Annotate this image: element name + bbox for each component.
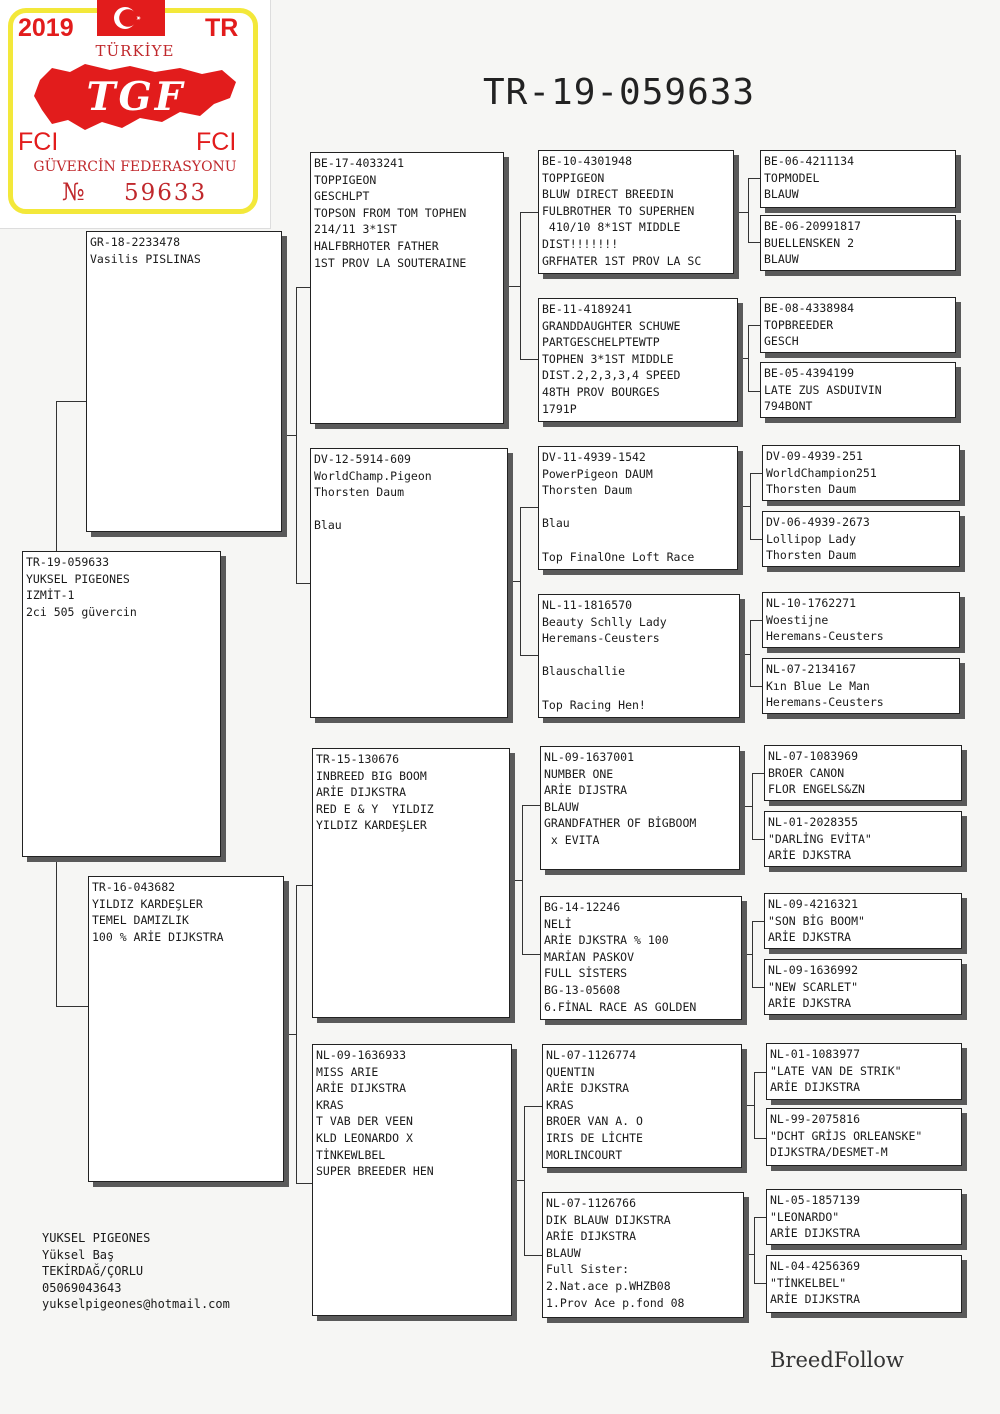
card-line: NL-01-2028355 bbox=[768, 815, 859, 829]
card-line: FLOR ENGELS&ZN bbox=[768, 782, 865, 797]
ancestor-g4-card bbox=[766, 1108, 962, 1166]
card-line: GRANDFATHER OF BİGBOOM bbox=[544, 816, 697, 831]
card-line: NL-07-1126774 bbox=[546, 1048, 637, 1062]
ancestor-g3-card bbox=[538, 298, 738, 422]
card-line: GESCH bbox=[764, 334, 799, 349]
card-line: BG-13-05608 bbox=[544, 982, 621, 997]
connector bbox=[750, 473, 762, 474]
connector bbox=[738, 506, 750, 507]
ancestor-g4-card bbox=[764, 811, 962, 867]
dam-dam-card bbox=[312, 1044, 512, 1316]
card-line: Top Racing Hen! bbox=[542, 697, 646, 712]
card-line: DV-11-4939-1542 bbox=[542, 450, 646, 464]
card-line: NL-01-1083977 bbox=[770, 1047, 861, 1061]
connector bbox=[296, 885, 297, 1183]
card-line: ARİE DIJKSTRA bbox=[770, 1080, 861, 1095]
card-line: MISS ARIE bbox=[316, 1064, 379, 1079]
card-line: x EVITA bbox=[544, 832, 600, 847]
card-line: TEMEL DAMIZLIK bbox=[92, 913, 189, 928]
card-line: GRFHATER 1ST PROV LA SC bbox=[542, 253, 702, 268]
card-line: BG-14-12246 bbox=[544, 900, 621, 914]
sticker-fci-left: FCI bbox=[18, 128, 59, 156]
ancestor-g4-card bbox=[762, 658, 960, 714]
card-line: IRIS DE LİCHTE bbox=[546, 1130, 643, 1145]
connector bbox=[520, 212, 538, 213]
connector bbox=[282, 435, 296, 436]
card-line: DIJKSTRA/DESMET-M bbox=[770, 1145, 888, 1160]
card-line: TOPPIGEON bbox=[314, 172, 377, 187]
card-line: MARİAN PASKOV bbox=[544, 949, 635, 964]
sticker-fci-right: FCI bbox=[196, 128, 237, 156]
card-line: "NEW SCARLET" bbox=[768, 979, 859, 994]
card-line: BLAUW bbox=[544, 799, 579, 814]
card-line: ARİE DIJKSTRA bbox=[546, 1229, 637, 1244]
card-line: NL-09-1637001 bbox=[544, 750, 635, 764]
card-line: ARİE DIJKSTRA bbox=[770, 1226, 861, 1241]
connector bbox=[754, 1072, 755, 1138]
card-line bbox=[542, 647, 736, 664]
card-line: TR-15-130676 bbox=[316, 752, 400, 766]
card-line: Lollipop Lady bbox=[766, 531, 857, 546]
connector bbox=[296, 885, 312, 886]
card-line: NUMBER ONE bbox=[544, 766, 614, 781]
card-line: TOPBREEDER bbox=[764, 317, 834, 332]
card-line: DIST!!!!!!! bbox=[542, 236, 619, 251]
connector bbox=[752, 921, 753, 987]
sire-sire-card bbox=[310, 152, 504, 424]
connector bbox=[754, 1283, 766, 1284]
connector bbox=[504, 286, 520, 287]
card-line: NELİ bbox=[544, 916, 572, 931]
sticker-number: 59633 bbox=[124, 180, 208, 206]
ancestor-g4-card bbox=[764, 959, 962, 1015]
card-line: ARİE DIJKSTRA bbox=[770, 1292, 861, 1307]
ancestor-g3-card bbox=[538, 594, 740, 718]
card-line: BE-06-20991817 bbox=[764, 219, 861, 233]
card-line: BE-10-4301948 bbox=[542, 154, 633, 168]
connector bbox=[748, 178, 749, 242]
card-line: YUKSEL PIGEONES bbox=[26, 571, 130, 586]
card-line: DV-09-4939-251 bbox=[766, 449, 863, 463]
card-line: Thorsten Daum bbox=[314, 485, 405, 500]
card-line: BE-08-4338984 bbox=[764, 301, 855, 315]
ancestor-g4-card bbox=[760, 297, 956, 353]
card-line: BLUW DIRECT BREEDIN bbox=[542, 187, 674, 202]
connector bbox=[56, 1006, 88, 1007]
card-line: Blau bbox=[314, 518, 342, 533]
connector bbox=[520, 507, 521, 655]
ancestor-g3-card bbox=[540, 896, 742, 1020]
ancestor-g3-card bbox=[542, 1192, 744, 1318]
card-line: KRAS bbox=[316, 1097, 344, 1112]
card-line: NL-05-1857139 bbox=[770, 1193, 861, 1207]
connector bbox=[524, 1106, 542, 1107]
ancestor-g4-card bbox=[766, 1255, 962, 1313]
connector bbox=[750, 539, 762, 540]
card-line: Kın Blue Le Man bbox=[766, 678, 870, 693]
connector bbox=[742, 954, 752, 955]
connector bbox=[754, 1217, 755, 1283]
connector bbox=[510, 880, 522, 881]
card-line: KRAS bbox=[546, 1097, 574, 1112]
card-line: Beauty Schlly Lady bbox=[542, 614, 667, 629]
card-line: NL-07-1126766 bbox=[546, 1196, 637, 1210]
card-line: NL-07-2134167 bbox=[766, 662, 857, 676]
card-line: BE-17-4033241 bbox=[314, 156, 405, 170]
card-line: NL-11-1816570 bbox=[542, 598, 633, 612]
card-line: NL-04-4256369 bbox=[770, 1259, 861, 1273]
card-line: BROER CANON bbox=[768, 765, 845, 780]
ancestor-g4-card bbox=[764, 893, 962, 949]
card-line: 6.FİNAL RACE AS GOLDEN bbox=[544, 999, 697, 1014]
card-line: TİNKEWLBEL bbox=[316, 1147, 386, 1162]
connector bbox=[522, 805, 523, 954]
card-line: ARİE DJKSTRA % 100 bbox=[544, 933, 669, 948]
card-line: DIK BLAUW DIJKSTRA bbox=[546, 1212, 671, 1227]
card-line: BE-06-4211134 bbox=[764, 154, 855, 168]
card-line: TOPPIGEON bbox=[542, 170, 605, 185]
card-line: 2.Nat.ace p.WHZB08 bbox=[546, 1278, 671, 1293]
card-line: 2ci 505 güvercin bbox=[26, 604, 137, 619]
card-line: 410/10 8*1ST MIDDLE bbox=[542, 220, 681, 235]
card-line: BLAUW bbox=[546, 1245, 581, 1260]
card-line: ARİE DJKSTRA bbox=[768, 848, 852, 863]
card-line: Blau bbox=[542, 516, 570, 531]
card-line: Thorsten Daum bbox=[766, 482, 857, 497]
card-line: T VAB DER VEEN bbox=[316, 1114, 413, 1129]
connector bbox=[754, 1217, 766, 1218]
card-line: SUPER BREEDER HEN bbox=[316, 1164, 434, 1179]
connector bbox=[742, 1105, 754, 1106]
ancestor-g4-card bbox=[766, 1189, 962, 1245]
card-line: DIST.2,2,3,3,4 SPEED bbox=[542, 368, 681, 383]
owner-phone: 05069043643 bbox=[42, 1280, 122, 1295]
owner-email: yukselpigeones@hotmail.com bbox=[42, 1297, 230, 1311]
card-line: ARİE DIJKSTRA bbox=[316, 785, 407, 800]
ancestor-g4-card bbox=[762, 592, 960, 648]
card-line: 48TH PROV BOURGES bbox=[542, 384, 660, 399]
ancestor-g4-card bbox=[760, 215, 956, 271]
connector bbox=[734, 212, 748, 213]
connector bbox=[752, 987, 764, 988]
connector bbox=[524, 1106, 525, 1255]
connector bbox=[284, 1034, 296, 1035]
connector bbox=[752, 773, 764, 774]
connector bbox=[754, 1138, 766, 1139]
connector bbox=[750, 473, 751, 539]
ancestor-g3-card bbox=[538, 446, 738, 570]
card-line: BUELLENSKEN 2 bbox=[764, 235, 855, 250]
card-line: LATE ZUS ASDUIVIN bbox=[764, 382, 882, 397]
card-line: PARTGESCHELPTEWTP bbox=[542, 335, 660, 350]
connector bbox=[738, 358, 748, 359]
ancestor-g3-card bbox=[540, 746, 740, 870]
card-line: "DCHT GRİJS ORLEANSKE" bbox=[770, 1128, 923, 1143]
card-line: Woestijne bbox=[766, 612, 829, 627]
card-line: TOPSON FROM TOM TOPHEN bbox=[314, 205, 467, 220]
connector bbox=[740, 654, 750, 655]
card-line: 1ST PROV LA SOUTERAINE bbox=[314, 255, 467, 270]
card-line: Heremans-Ceusters bbox=[766, 629, 884, 644]
card-line: RED E & Y YILDIZ bbox=[316, 801, 434, 816]
connector bbox=[296, 287, 297, 583]
card-line: TOPHEN 3*1ST MIDDLE bbox=[542, 351, 674, 366]
card-line: TR-19-059633 bbox=[26, 555, 110, 569]
connector bbox=[512, 1180, 524, 1181]
ancestor-g4-card bbox=[762, 511, 960, 567]
connector bbox=[748, 242, 760, 243]
sire-card bbox=[86, 231, 282, 532]
card-line: ARİE DJKSTRA bbox=[768, 930, 852, 945]
brand-logo: BreedFollow bbox=[770, 1348, 904, 1372]
card-line: Blauschallie bbox=[542, 664, 626, 679]
card-line: "LEONARDO" bbox=[770, 1209, 840, 1224]
card-line: ARİE DIJSTRA bbox=[544, 783, 628, 798]
card-line: FULBROTHER TO SUPERHEN bbox=[542, 203, 695, 218]
card-line: DV-06-4939-2673 bbox=[766, 515, 870, 529]
connector bbox=[56, 401, 88, 402]
owner-name: YUKSEL PIGEONES bbox=[42, 1231, 151, 1245]
connector bbox=[520, 212, 521, 359]
connector bbox=[296, 583, 310, 584]
card-line: BROER VAN A. O bbox=[546, 1114, 643, 1129]
connector bbox=[524, 1255, 542, 1256]
connector bbox=[750, 620, 762, 621]
sticker-year: 2019 bbox=[18, 14, 74, 42]
ancestor-g4-card bbox=[766, 1043, 962, 1100]
card-line: ARİE DJKSTRA bbox=[546, 1081, 630, 1096]
card-line: "TİNKELBEL" bbox=[770, 1275, 847, 1290]
card-line: NL-09-1636933 bbox=[316, 1048, 407, 1062]
ancestor-g3-card bbox=[542, 1044, 742, 1168]
sticker-federation: GÜVERCİN FEDERASYONU bbox=[33, 159, 237, 175]
card-line: NL-09-1636992 bbox=[768, 963, 859, 977]
connector bbox=[520, 655, 538, 656]
connector bbox=[740, 806, 752, 807]
connector bbox=[752, 921, 764, 922]
sticker-country-code: TR bbox=[205, 14, 239, 42]
connector bbox=[296, 1183, 312, 1184]
card-line: ARİE DIJKSTRA bbox=[316, 1081, 407, 1096]
card-line: Thorsten Daum bbox=[542, 483, 633, 498]
page-title: TR-19-059633 bbox=[483, 72, 756, 113]
card-line: Heremans-Ceusters bbox=[766, 695, 884, 710]
ancestor-g4-card bbox=[764, 745, 962, 801]
card-line: Thorsten Daum bbox=[766, 548, 857, 563]
dam-sire-card bbox=[312, 748, 510, 1018]
connector bbox=[744, 1254, 754, 1255]
card-line: BE-11-4189241 bbox=[542, 302, 633, 316]
card-line: YILDIZ KARDEŞLER bbox=[316, 818, 427, 833]
card-line: GR-18-2233478 bbox=[90, 235, 181, 249]
connector bbox=[754, 1072, 766, 1073]
dam-card bbox=[88, 876, 284, 1182]
subject-card bbox=[22, 551, 221, 857]
card-line: KLD LEONARDO X bbox=[316, 1130, 413, 1145]
owner-contact bbox=[42, 1230, 230, 1313]
card-line: WorldChamp.Pigeon bbox=[314, 468, 432, 483]
card-line: 100 % ARİE DIJKSTRA bbox=[92, 929, 224, 944]
ancestor-g3-card bbox=[538, 150, 734, 274]
card-line: Top FinalOne Loft Race bbox=[542, 549, 695, 564]
card-line: WorldChampion251 bbox=[766, 465, 877, 480]
card-line: ARİE DJKSTRA bbox=[768, 996, 852, 1011]
card-line: BE-05-4394199 bbox=[764, 366, 855, 380]
card-line: IZMİT-1 bbox=[26, 588, 75, 603]
card-line: BLAUW bbox=[764, 252, 799, 267]
card-line: BLAUW bbox=[764, 187, 799, 202]
federation-sticker bbox=[0, 0, 271, 229]
owner-person: Yüksel Baş bbox=[42, 1247, 115, 1262]
card-line: TOPMODEL bbox=[764, 170, 820, 185]
connector bbox=[752, 839, 764, 840]
card-line bbox=[542, 499, 734, 516]
connector bbox=[750, 686, 762, 687]
card-line bbox=[542, 532, 734, 549]
card-line: YILDIZ KARDEŞLER bbox=[92, 896, 203, 911]
connector bbox=[748, 325, 749, 391]
turkish-flag-icon bbox=[97, 0, 165, 36]
card-line: GRANDDAUGHTER SCHUWE bbox=[542, 318, 681, 333]
connector bbox=[522, 954, 540, 955]
card-line: Full Sister: bbox=[546, 1262, 630, 1277]
card-line: DV-12-5914-609 bbox=[314, 452, 411, 466]
card-line: Heremans-Ceusters bbox=[542, 631, 660, 646]
connector bbox=[520, 359, 538, 360]
connector bbox=[752, 773, 753, 839]
card-line: HALFBRHOTER FATHER bbox=[314, 238, 439, 253]
ancestor-g4-card bbox=[760, 150, 956, 208]
card-line: NL-10-1762271 bbox=[766, 596, 857, 610]
card-line: 794BONT bbox=[764, 399, 813, 414]
connector bbox=[750, 620, 751, 686]
card-line: QUENTIN bbox=[546, 1064, 595, 1079]
card-line: 1791P bbox=[542, 401, 577, 416]
card-line: 214/11 3*1ST bbox=[314, 222, 398, 237]
card-line: "SON BİG BOOM" bbox=[768, 913, 865, 928]
card-line: "DARLİNG EVİTA" bbox=[768, 831, 872, 846]
card-line: PowerPigeon DAUM bbox=[542, 466, 653, 481]
sticker-number-symbol: № bbox=[62, 178, 85, 206]
card-line: "LATE VAN DE STRIK" bbox=[770, 1063, 902, 1078]
card-line bbox=[542, 680, 736, 697]
card-line bbox=[314, 501, 504, 518]
connector bbox=[748, 178, 760, 179]
card-line: GESCHLPT bbox=[314, 189, 370, 204]
connector bbox=[748, 391, 760, 392]
connector bbox=[520, 507, 538, 508]
sticker-abbr: TGF bbox=[86, 74, 186, 120]
connector bbox=[748, 325, 760, 326]
sire-dam-card bbox=[310, 448, 508, 718]
card-line: Vasilis PISLINAS bbox=[90, 251, 201, 266]
ancestor-g4-card bbox=[760, 362, 956, 418]
connector bbox=[508, 581, 520, 582]
ancestor-g4-card bbox=[762, 445, 960, 501]
card-line: NL-07-1083969 bbox=[768, 749, 859, 763]
card-line: MORLINCOURT bbox=[546, 1147, 623, 1162]
card-line: FULL SİSTERS bbox=[544, 966, 628, 981]
connector bbox=[296, 287, 310, 288]
card-line: INBREED BIG BOOM bbox=[316, 768, 427, 783]
sticker-country: TÜRKİYE bbox=[95, 42, 175, 60]
owner-location: TEKİRDAĞ/ÇORLU bbox=[42, 1264, 144, 1278]
card-line: TR-16-043682 bbox=[92, 880, 176, 894]
card-line: NL-99-2075816 bbox=[770, 1112, 861, 1126]
card-line: 1.Prov Ace p.fond 08 bbox=[546, 1295, 685, 1310]
connector bbox=[522, 805, 540, 806]
card-line: NL-09-4216321 bbox=[768, 897, 859, 911]
